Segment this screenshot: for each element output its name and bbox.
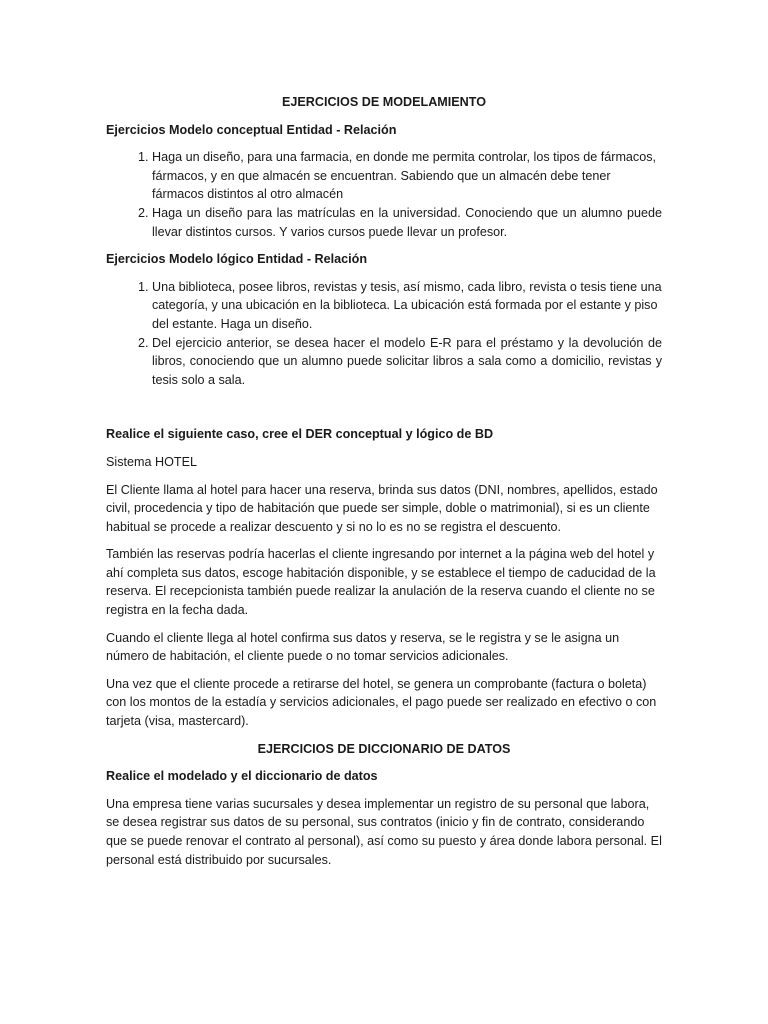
- document-content: [106, 93, 662, 869]
- case-paragraph: También las reservas podría hacerlas el cliente ingresando por internet a la página web del hotel y ahí completa sus datos, escoge habitación disponible, y se establece el tiempo de caducidad de la reserva. El recepcionista también puede realizar la anulación de la reserva cuando el cliente no se registra en la fecha dada.: [106, 547, 656, 618]
- conceptual-exercise-list: [106, 148, 662, 241]
- dictionary-title: EJERCICIOS DE DICCIONARIO DE DATOS: [257, 741, 511, 756]
- case-subtitle: Sistema HOTEL: [106, 454, 197, 469]
- section-heading-logical: Ejercicios Modelo lógico Entidad - Relación: [106, 252, 368, 267]
- list-item: 2. Del ejercicio anterior, se desea hacer el modelo E-R para el préstamo y la devolución de libros, conociendo que un alumno puede solicitar libros a sala como a domicilio, revistas y tesis solo a sala.: [152, 334, 662, 390]
- case-paragraph: El Cliente llama al hotel para hacer una reserva, brinda sus datos (DNI, nombres, apellidos, estado civil, procedencia y tipo de habitación que puede ser simple, doble o matrimonial), si es un cliente habitual se procede a realizar descuento y si no lo es no se registra el descuento.: [106, 482, 658, 534]
- list-item: 1. Haga un diseño, para una farmacia, en donde me permita controlar, los tipos de fármacos, fármacos, y en que almacén se encuentran. Sabiendo que un almacén debe tener fármacos distintos al otro almacén: [152, 148, 662, 204]
- logical-exercise-list: [106, 278, 662, 390]
- list-item: 2. Haga un diseño para las matrículas en la universidad. Conociendo que un alumno puede llevar distintos cursos. Y varios cursos puede llevar un profesor.: [152, 204, 662, 241]
- case-paragraph: Una vez que el cliente procede a retirarse del hotel, se genera un comprobante (factura o boleta) con los montos de la estadía y servicios adicionales, el pago puede ser realizado en efectivo o con tarjeta (visa, mastercard).: [106, 676, 657, 729]
- document-title: EJERCICIOS DE MODELAMIENTO: [281, 95, 487, 109]
- section-heading-case: Realice el siguiente caso, cree el DER conceptual y lógico de BD: [106, 427, 494, 442]
- section-heading-conceptual: Ejercicios Modelo conceptual Entidad - Relación: [106, 122, 397, 137]
- case-paragraph: Cuando el cliente llega al hotel confirma sus datos y reserva, se le registra y se le asigna un número de habitación, el cliente puede o no tomar servicios adicionales.: [106, 630, 620, 664]
- dictionary-paragraph: Una empresa tiene varias sucursales y desea implementar un registro de su personal que labora, se desea registrar sus datos de su personal, sus contratos (inicio y fin de contrato, considerando que se puede renovar el contrato al personal), así como su puesto y área donde labora personal. El personal está distribuido por sucursales.: [106, 796, 662, 867]
- list-item: 1. Una biblioteca, posee libros, revistas y tesis, así mismo, cada libro, revista o tesis tiene una categoría, y una ubicación en la biblioteca. La ubicación está formada por el estante y piso del estante. Haga un diseño.: [152, 278, 662, 334]
- section-heading-dictionary: Realice el modelado y el diccionario de datos: [106, 769, 378, 784]
